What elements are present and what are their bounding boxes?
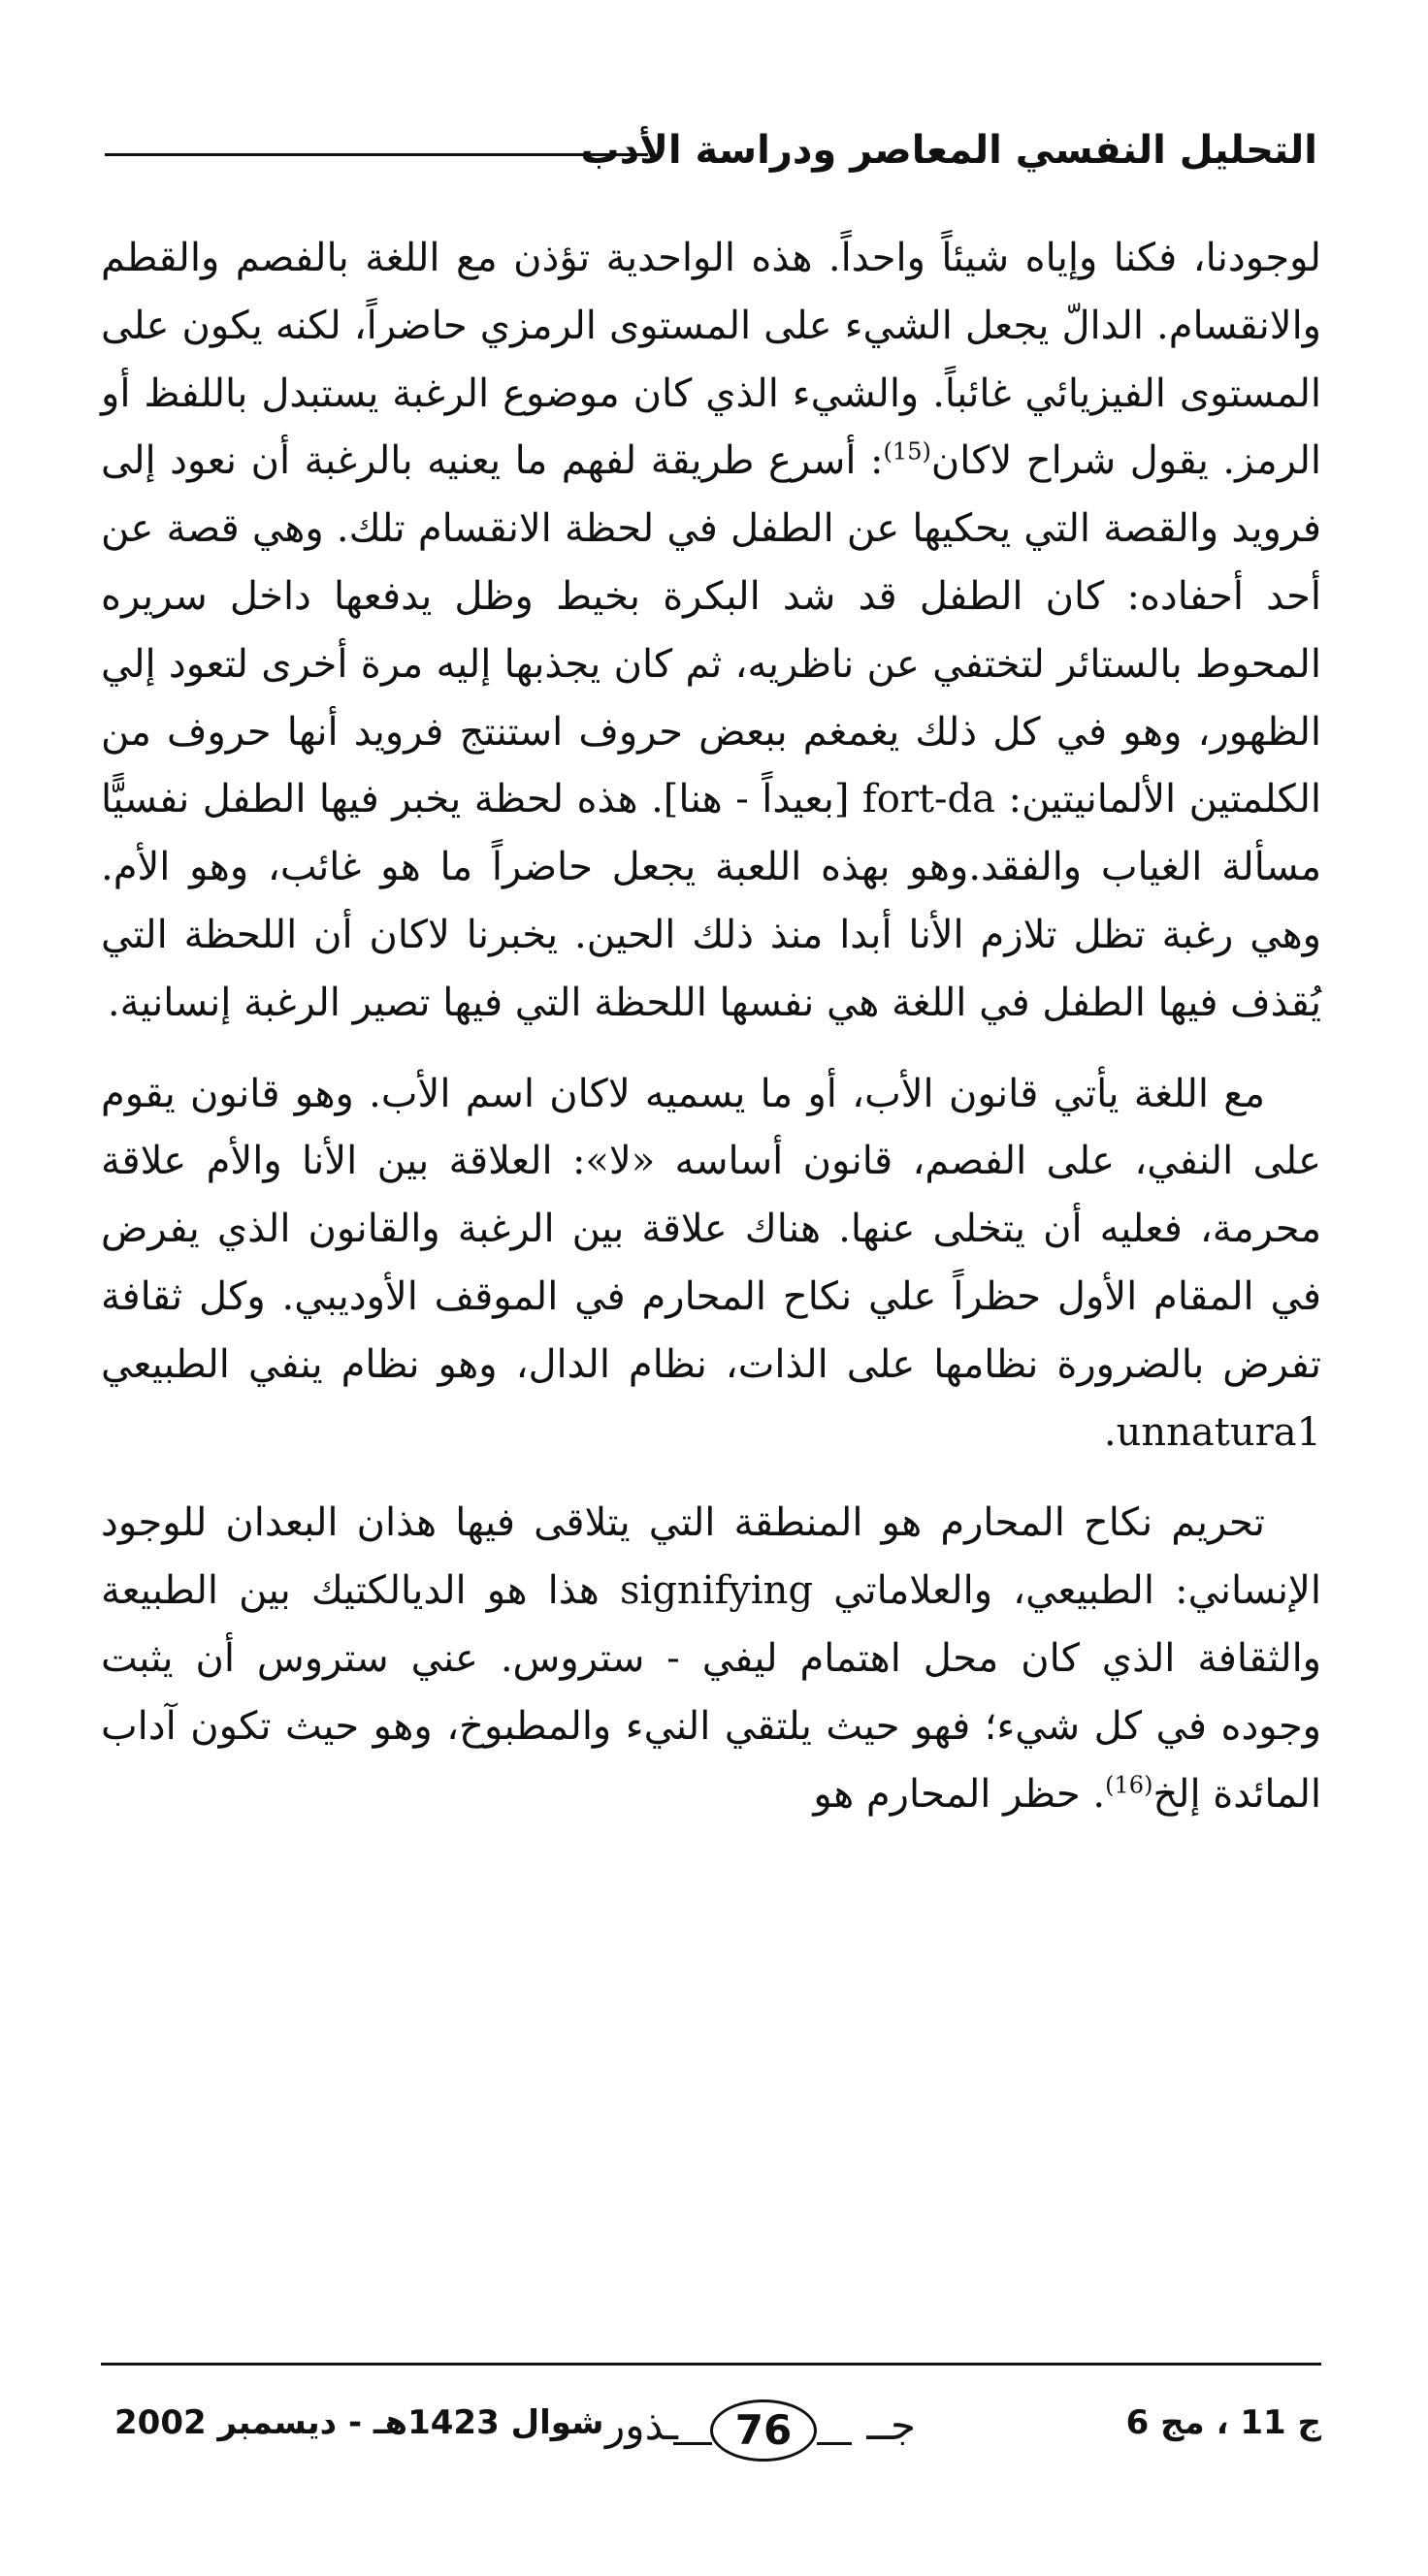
page-footer: [101, 2394, 1321, 2481]
logo-word-suffix: ـذور: [605, 2401, 678, 2449]
header-title: التحليل النفسي المعاصر ودراسة الأدب: [580, 128, 1317, 173]
logo-word-prefix: جــ: [866, 2401, 916, 2449]
footer-issue: ج 11 ، مج 6: [1125, 2403, 1321, 2442]
paragraph-3-text-a: تحريم نكاح المحارم هو المنطقة التي يتلاقى فيها هذان البعدان للوجود الإنساني: الطبيعي، والعلاماتي signifying هذا هو الديالكتيك بين الطبيعة والثقافة الذي كان محل اهتمام ليفي - ستروس. عني ستروس أن يثبت وجوده في كل شيء؛ فهو حيث يلتقي النيء والمطبوخ، وهو حيث تكون آداب المائدة إلخ: [101, 1500, 1321, 1817]
paragraph-2-text: مع اللغة يأتي قانون الأب، أو ما يسميه لاكان اسم الأب. وهو قانون يقوم على النفي، على الفصم، قانون أساسه «لا»: العلاقة بين الأنا والأم علاقة محرمة، فعليه أن يتخلى عنها. هناك علاقة بين الرغبة والقانون الذي يفرض في المقام الأول حظراً علي نكاح المحارم في الموقف الأوديبي. وكل ثقافة تفرض بالضرورة نظامها على الذات، نظام الدال، وهو نظام ينفي الطبيعي unnatura1.: [101, 1071, 1321, 1455]
running-header: [105, 116, 1317, 184]
paragraph-1-text-b: : أسرع طريقة لفهم ما يعنيه بالرغبة أن نعود إلى فرويد والقصة التي يحكيها عن الطفل في لحظة الانقسام تلك. وهي قصة عن أحد أحفاده: كان الطفل قد شد البكرة بخيط وظل يدفعها داخل سريره المحوط بالستائر لتختفي عن ناظريه، ثم كان يجذبها إليه مرة أخرى لتعود إلي الظهور، وهو في كل ذلك يغمغم ببعض حروف استنتج فرويد أنها حروف من الكلمتين الألمانيتين: fort-da [بعيداً - هنا]. هذه لحظة يخبر فيها الطفل نفسيًّا مسألة الغياب والفقد.وهو بهذه اللعبة يجعل حاضراً ما هو غائب، وهو الأم. وهي رغبة تظل تلازم الأنا أبدا منذ ذلك الحين. يخبرنا لاكان أن اللحظة التي يُقذف فيها الطفل في اللغة هي نفسها اللحظة التي فيها تصير الرغبة إنسانية.: [101, 438, 1321, 1025]
footnote-ref-15: (15): [883, 438, 931, 467]
footer-rule: [101, 2363, 1321, 2366]
paragraph-2: [101, 1061, 1321, 1467]
footnote-ref-16: (16): [1105, 1771, 1153, 1799]
paragraph-3: [101, 1490, 1321, 1828]
magazine-logo: [605, 2394, 916, 2471]
paragraph-1: [101, 225, 1321, 1038]
body-text: [101, 225, 1321, 1828]
paragraph-1-text-a: لوجودنا، فكنا وإياه شيئاً واحداً. هذه الواحدية تؤذن مع اللغة بالفصم والقطم والانقسام. الدالّ يجعل الشيء على المستوى الرمزي حاضراً، لكنه يكون على المستوى الفيزيائي غائباً. والشيء الذي كان موضوع الرغبة يستبدل باللفظ أو الرمز. يقول شراح لاكان: [101, 236, 1321, 484]
logo-line-left: [673, 2442, 712, 2445]
logo-line-right: [817, 2442, 852, 2445]
footer-date: شوال 1423هـ - ديسمبر 2002: [114, 2403, 604, 2442]
header-rule: [105, 153, 648, 156]
page-number: 76: [710, 2399, 817, 2462]
paragraph-3-text-b: . حظر المحارم هو: [813, 1771, 1106, 1817]
